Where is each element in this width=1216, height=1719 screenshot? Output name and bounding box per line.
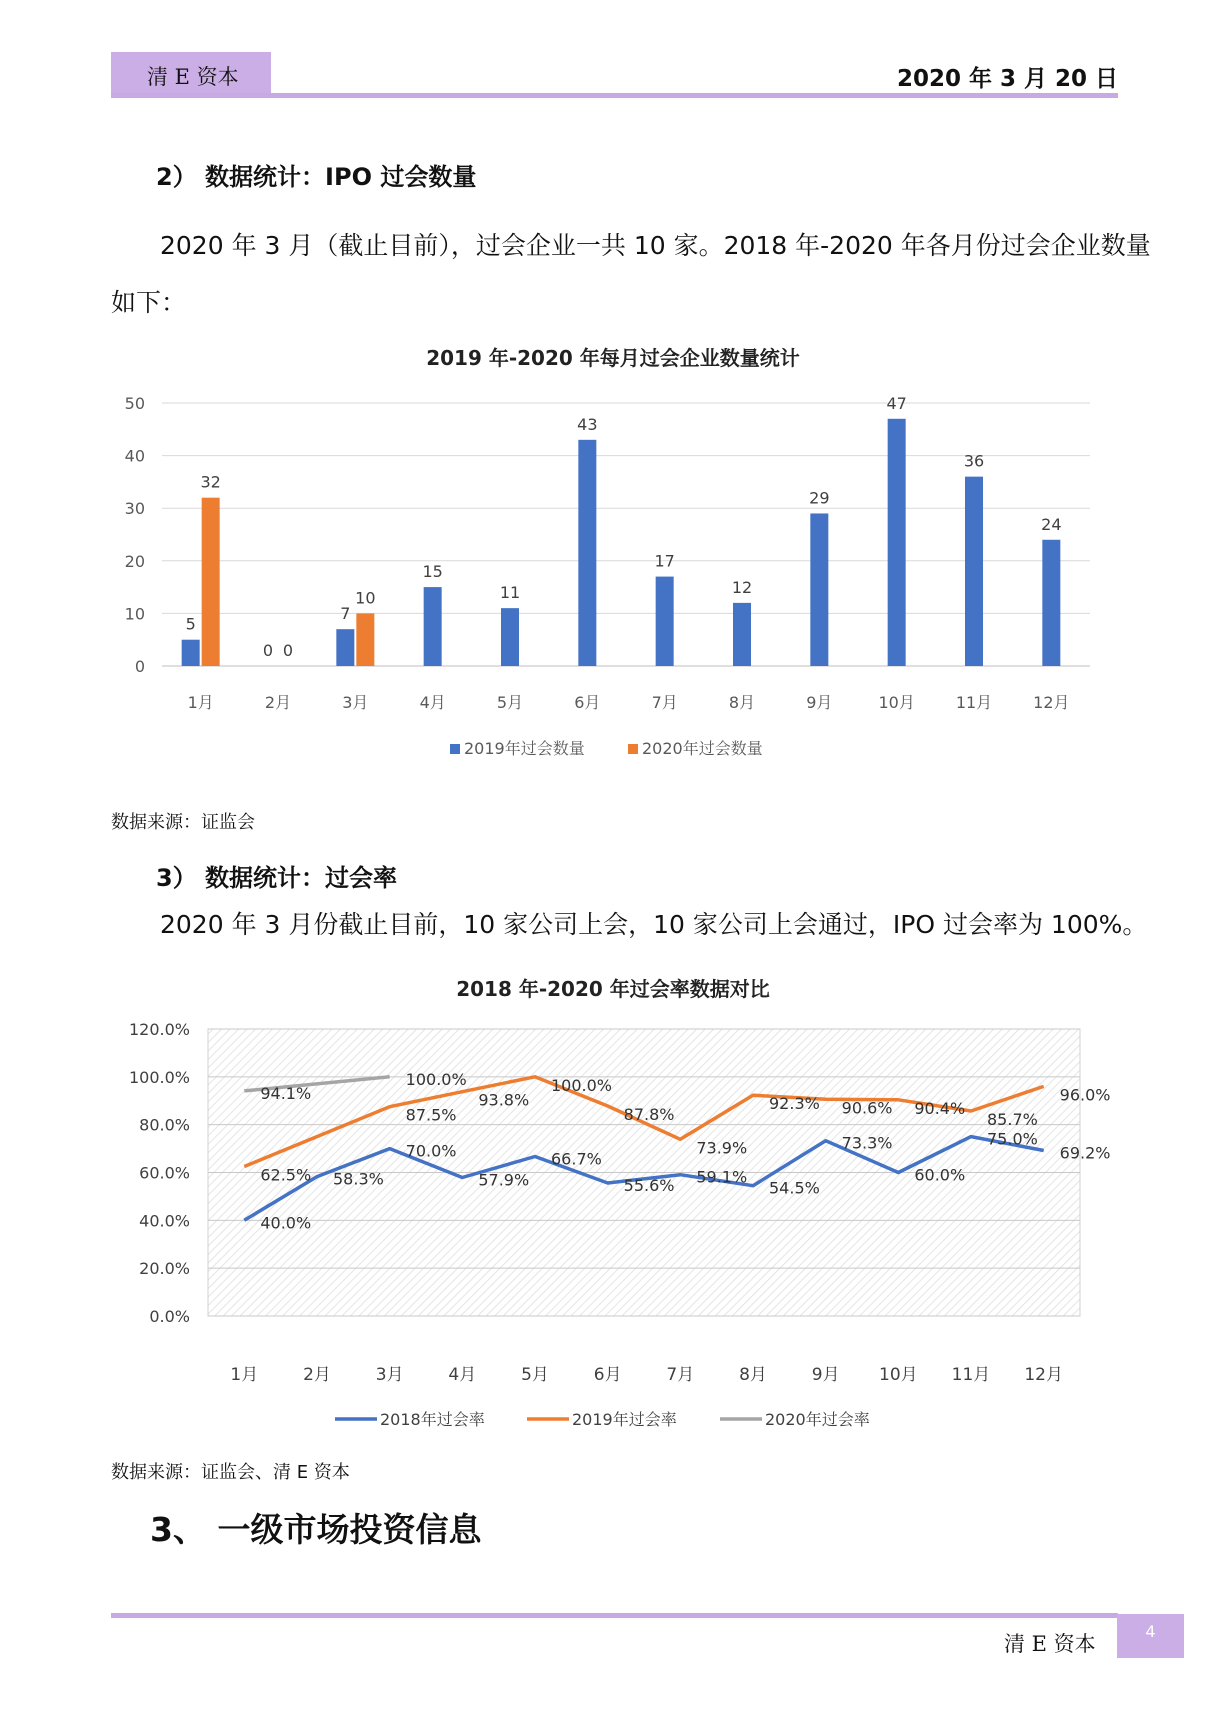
chart-title: 2019 年-2020 年每月过会企业数量统计 xyxy=(426,346,800,370)
x-tick-label: 9月 xyxy=(806,693,833,712)
y-tick-label: 80.0% xyxy=(139,1115,190,1135)
bar-data-label: 29 xyxy=(809,488,830,508)
point-data-label: 57.9% xyxy=(478,1170,530,1190)
bar-data-label: 32 xyxy=(200,472,221,492)
chart1-source: 数据来源：证监会 xyxy=(111,812,255,833)
bar xyxy=(578,440,596,666)
point-data-label: 54.5% xyxy=(769,1178,820,1198)
chart-ipo-count xyxy=(0,340,1216,770)
point-data-label: 90.4% xyxy=(914,1098,966,1118)
bar-data-label: 10 xyxy=(355,588,376,608)
header-date: 2020 年 3 月 20 日 xyxy=(896,66,1118,92)
paragraph-line-1: 2020 年 3 月（截止目前），过会企业一共 10 家。2018 年-2020 年各月份过会企业数量 xyxy=(160,231,1151,260)
bar-data-label: 5 xyxy=(185,614,196,634)
bar-data-label: 0 xyxy=(262,641,274,660)
chart-y-ticks xyxy=(129,1020,190,1326)
bar xyxy=(1042,540,1060,666)
x-tick-label: 4月 xyxy=(419,693,446,712)
legend-label: 2018年过会率 xyxy=(380,1410,485,1429)
footer-divider xyxy=(111,1613,1118,1618)
point-data-label: 73.9% xyxy=(696,1138,748,1158)
footer-brand: 清 E 资本 xyxy=(1004,1632,1096,1656)
bar xyxy=(888,419,906,666)
chart-x-ticks xyxy=(230,1365,1063,1385)
bar-data-label: 7 xyxy=(340,604,351,624)
legend-swatch xyxy=(628,744,638,754)
chapter-heading: 3、 一级市场投资信息 xyxy=(150,1510,482,1549)
point-data-label: 96.0% xyxy=(1059,1085,1111,1105)
point-data-label: 62.5% xyxy=(260,1165,312,1185)
bar xyxy=(336,629,354,666)
point-data-label: 92.3% xyxy=(769,1094,820,1114)
bar xyxy=(202,498,220,666)
x-tick-label: 12月 xyxy=(1033,693,1070,712)
point-data-label: 69.2% xyxy=(1059,1143,1111,1163)
point-data-label: 94.1% xyxy=(260,1083,312,1103)
chart-gridlines xyxy=(162,403,1090,666)
point-data-label: 75.0% xyxy=(987,1129,1038,1149)
header-brand-tag xyxy=(111,52,271,96)
x-tick-label: 10月 xyxy=(878,693,915,712)
chart-y-ticks xyxy=(125,394,145,676)
y-tick-label: 0.0% xyxy=(149,1307,190,1326)
chart-x-ticks xyxy=(188,693,1070,712)
x-tick-label: 9月 xyxy=(811,1365,840,1385)
legend-label: 2019年过会率 xyxy=(572,1410,677,1429)
x-tick-label: 8月 xyxy=(739,1365,767,1385)
x-tick-label: 8月 xyxy=(728,693,756,712)
bar xyxy=(356,613,374,666)
point-data-label: 66.7% xyxy=(551,1149,602,1169)
bar-data-label: 24 xyxy=(1041,514,1062,534)
bar xyxy=(424,587,442,666)
x-tick-label: 1月 xyxy=(187,693,214,712)
x-tick-label: 3月 xyxy=(375,1365,404,1385)
y-tick-label: 20 xyxy=(124,551,145,571)
bar xyxy=(182,640,200,666)
x-tick-label: 1月 xyxy=(230,1365,259,1385)
legend-swatch xyxy=(450,744,460,754)
y-tick-label: 10 xyxy=(124,604,145,624)
x-tick-label: 6月 xyxy=(574,693,601,712)
x-tick-label: 12月 xyxy=(1024,1365,1063,1385)
bar-data-label: 12 xyxy=(731,577,753,597)
chart2-source: 数据来源：证监会、清 E 资本 xyxy=(111,1462,350,1483)
section-heading-pass-rate: 3） 数据统计：过会率 xyxy=(156,864,398,892)
point-data-label: 85.7% xyxy=(987,1110,1038,1130)
y-tick-label: 20.0% xyxy=(139,1259,190,1279)
y-tick-label: 60.0% xyxy=(139,1163,190,1183)
x-tick-label: 7月 xyxy=(666,1365,695,1385)
y-tick-label: 40 xyxy=(124,446,145,466)
y-tick-label: 30 xyxy=(124,499,145,519)
y-tick-label: 40.0% xyxy=(139,1211,190,1231)
bar xyxy=(733,603,751,666)
point-data-label: 60.0% xyxy=(914,1165,966,1185)
legend-label: 2020年过会率 xyxy=(765,1410,870,1429)
chart-bars xyxy=(182,394,1062,666)
x-tick-label: 2月 xyxy=(264,693,292,712)
pass-rate-paragraph: 2020 年 3 月份截止目前，10 家公司上会，10 家公司上会通过，IPO 过会率为 100%。 xyxy=(160,910,1148,939)
bar-data-label: 0 xyxy=(282,641,294,660)
point-data-label: 100.0% xyxy=(551,1075,613,1095)
bar xyxy=(656,577,674,666)
x-tick-label: 4月 xyxy=(448,1365,477,1385)
header-brand: 清 E 资本 xyxy=(147,65,239,89)
bar-data-label: 17 xyxy=(654,551,675,571)
x-tick-label: 2月 xyxy=(303,1365,331,1385)
x-tick-label: 11月 xyxy=(951,1365,991,1385)
bar-data-label: 15 xyxy=(422,562,443,582)
point-data-label: 90.6% xyxy=(841,1098,893,1118)
bar-data-label: 43 xyxy=(577,414,598,434)
x-tick-label: 7月 xyxy=(651,693,678,712)
bar xyxy=(501,608,519,666)
chart-legend xyxy=(450,739,763,758)
point-data-label: 100.0% xyxy=(405,1069,467,1089)
chart-title: 2018 年-2020 年过会率数据对比 xyxy=(456,977,770,1001)
y-tick-label: 0 xyxy=(134,657,145,676)
point-data-label: 87.8% xyxy=(623,1105,675,1125)
header-divider xyxy=(111,93,1118,98)
point-data-label: 40.0% xyxy=(260,1213,312,1233)
point-data-label: 87.5% xyxy=(405,1105,457,1125)
section-heading-ipo-count: 2） 数据统计：IPO 过会数量 xyxy=(156,163,477,191)
legend-label: 2019年过会数量 xyxy=(464,739,585,758)
bar-data-label: 47 xyxy=(886,393,907,413)
x-tick-label: 3月 xyxy=(342,693,369,712)
chart-pass-rate xyxy=(0,970,1216,1445)
bar xyxy=(810,513,828,666)
point-data-label: 70.0% xyxy=(405,1141,457,1161)
page-number: 4 xyxy=(1117,1614,1184,1658)
x-tick-label: 6月 xyxy=(593,1365,622,1385)
point-data-label: 93.8% xyxy=(478,1090,530,1110)
point-data-label: 73.3% xyxy=(841,1133,893,1153)
x-tick-label: 5月 xyxy=(496,693,524,712)
bar-data-label: 36 xyxy=(963,451,985,471)
point-data-label: 55.6% xyxy=(623,1176,675,1196)
paragraph-line-2: 如下： xyxy=(111,288,187,317)
point-data-label: 59.1% xyxy=(696,1167,748,1187)
x-tick-label: 10月 xyxy=(879,1365,918,1385)
bar-data-label: 11 xyxy=(499,583,521,603)
chart-legend xyxy=(335,1410,870,1429)
legend-label: 2020年过会数量 xyxy=(642,739,763,758)
x-tick-label: 5月 xyxy=(521,1365,549,1385)
bar xyxy=(965,477,983,666)
x-tick-label: 11月 xyxy=(955,693,993,712)
y-tick-label: 50 xyxy=(124,394,145,413)
point-data-label: 58.3% xyxy=(333,1169,384,1189)
y-tick-label: 100.0% xyxy=(128,1067,190,1087)
y-tick-label: 120.0% xyxy=(128,1020,190,1039)
